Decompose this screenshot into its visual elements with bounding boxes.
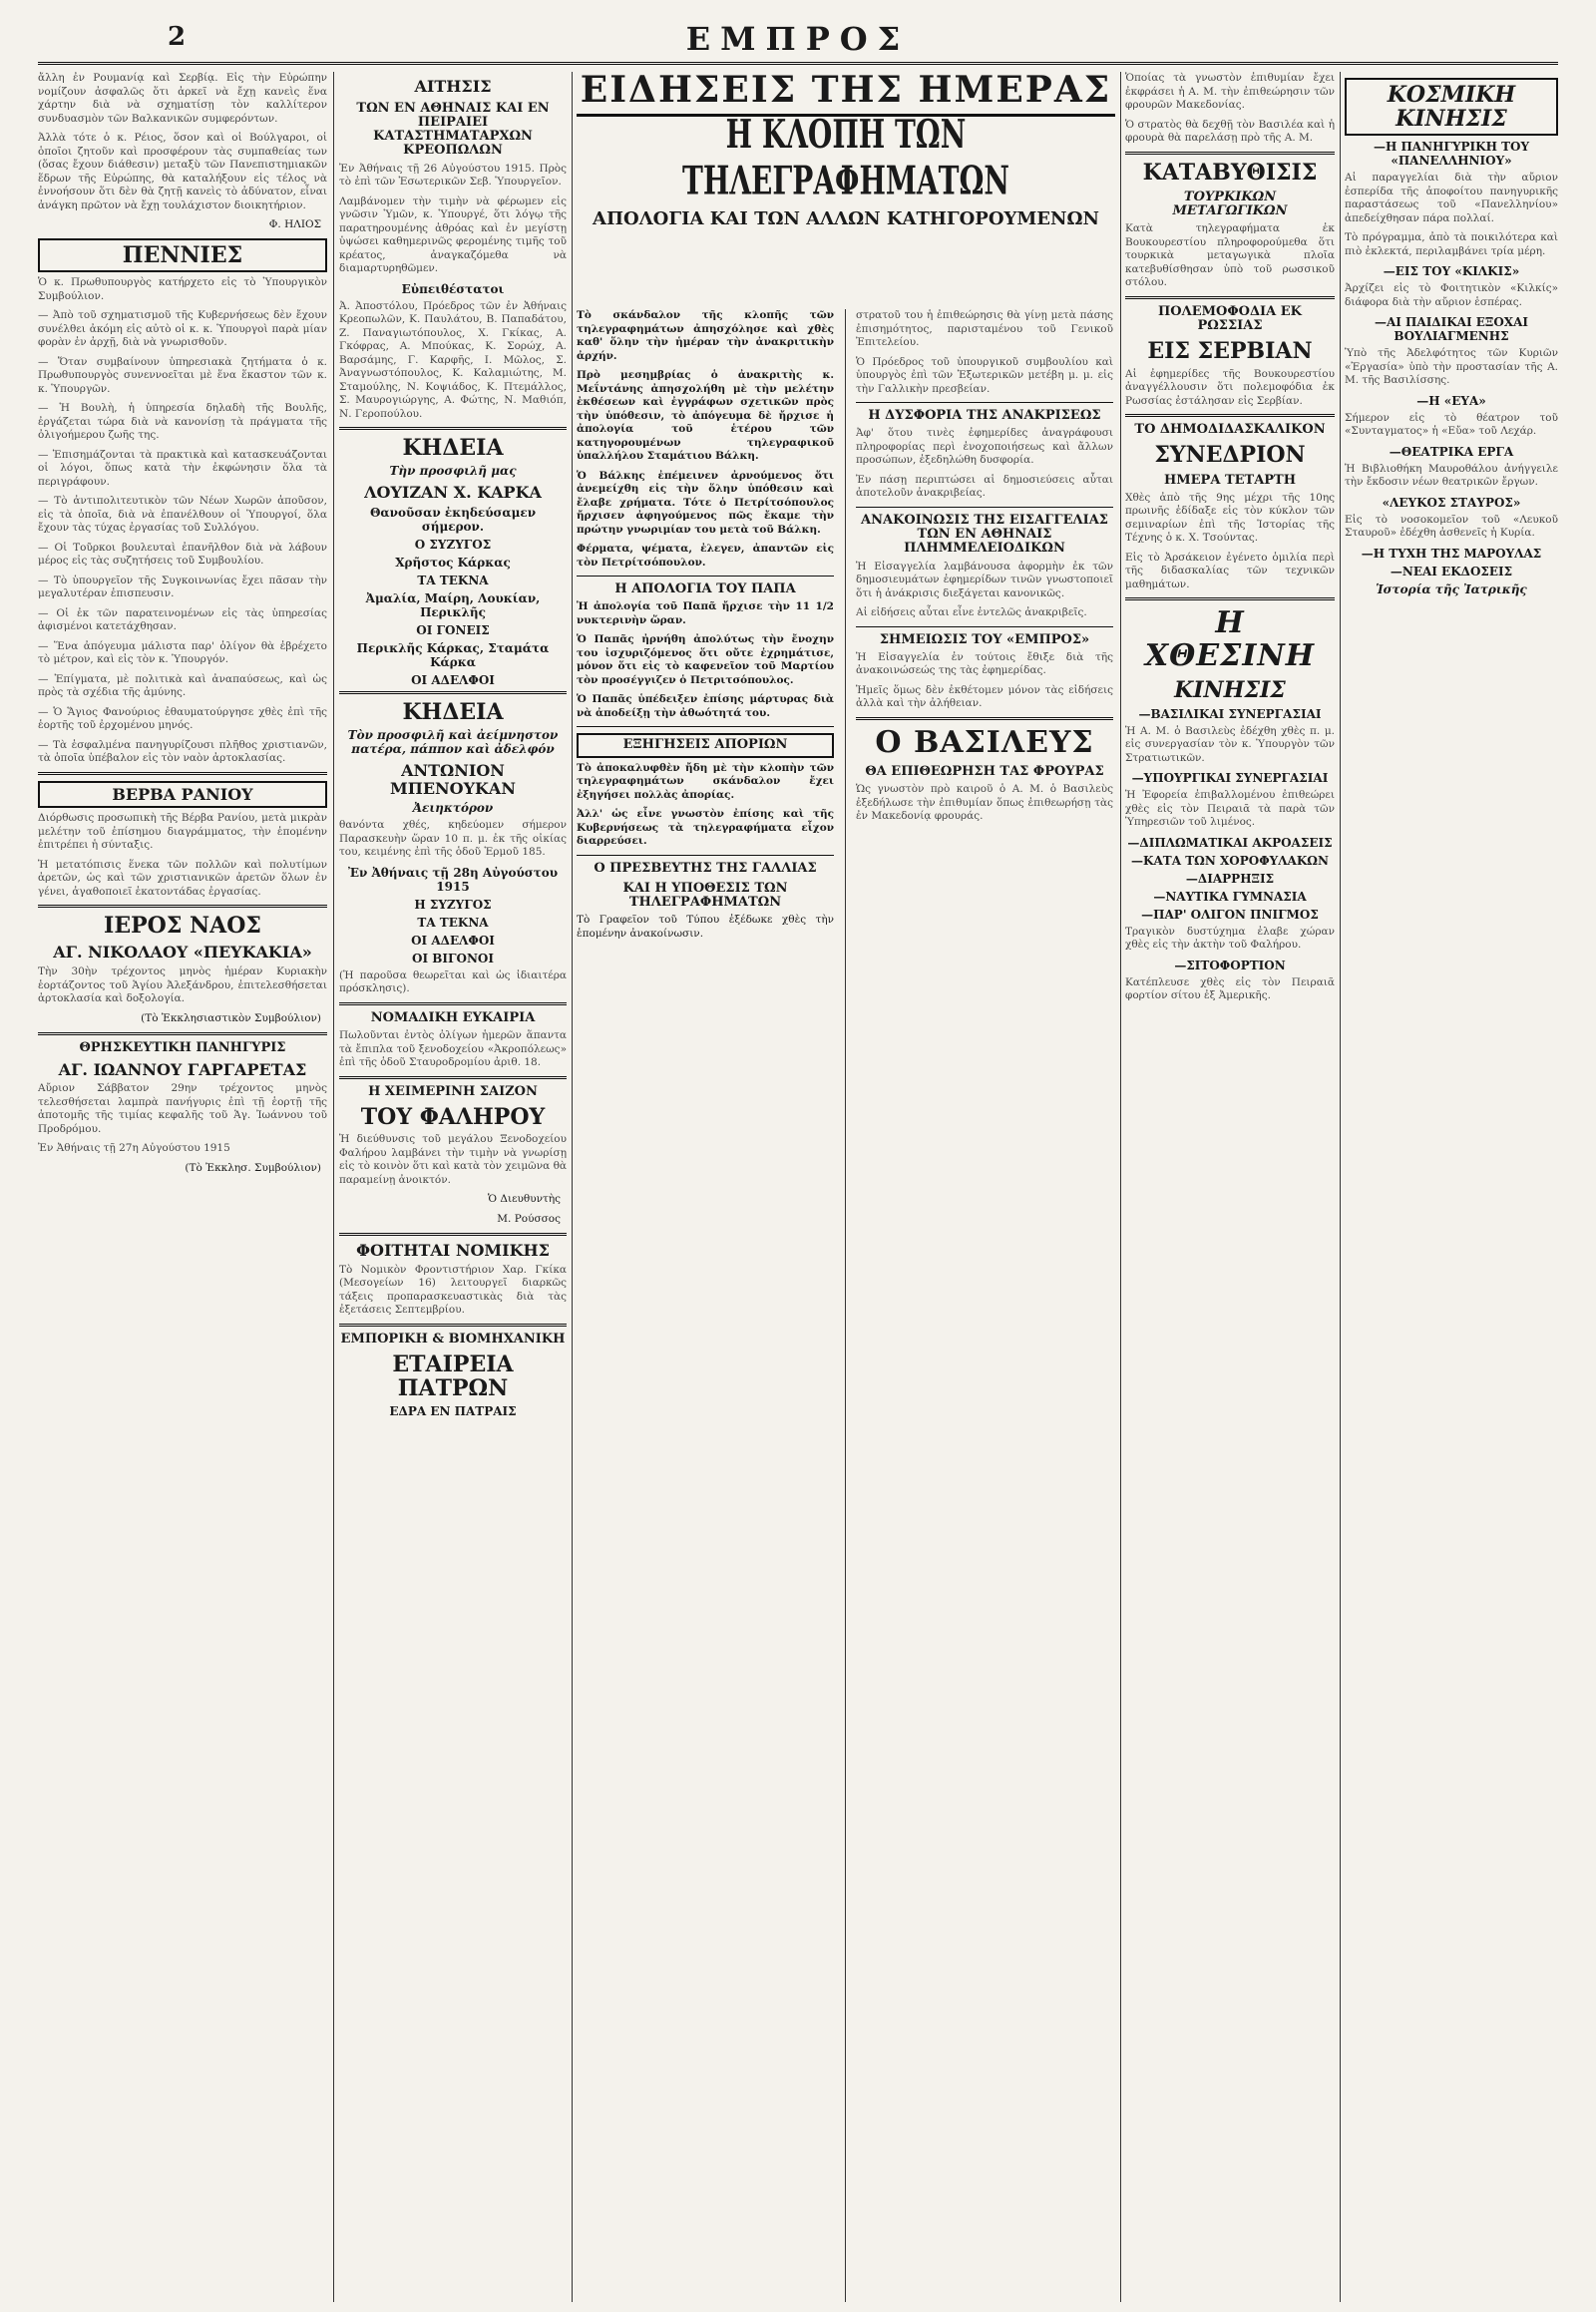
kideia-1-line: Ἀμαλία, Μαίρη, Λουκίαν, Περικλῆς	[365, 591, 541, 620]
divider	[577, 576, 834, 577]
dysforia-paragraph: Ἐν πάσῃ περιπτώσει αἱ δημοσιεύσεις αὗται ἀποτελοῦν ἀνακριβείας.	[856, 473, 1113, 500]
vasilefs-paragraph: Ὡς γνωστὸν πρὸ καιροῦ ὁ Α. Μ. ὁ Βασιλεὺς ἐξεδήλωσε τὴν ἐπιθυμίαν ὅπως ἐπιθεωρήσῃ τὰς ἐν Μακεδονίᾳ φρουράς.	[856, 783, 1113, 823]
kosmiki-paragraph: Αἱ παραγγελίαι διὰ τὴν αὔριον ἐσπερίδα τῆς ἀποφοίτου πανηγυρικῆς παραστάσεως τοῦ «Πανελληνίου» ἀπεδείχθησαν πάρα πολλαί.	[1345, 172, 1558, 224]
column-3	[577, 72, 1115, 2302]
katavythiseis-subheading: ΤΟΥΡΚΙΚΩΝ ΜΕΤΑΓΩΓΙΚΩΝ	[1172, 189, 1288, 218]
lead-paragraph: Φέρματα, ψέματα, ἐλεγεν, ἀπαντῶν εἰς τὸν Πετρίτσόπουλον.	[577, 543, 834, 569]
xthesini-item: —ΣΙΤΟΦΟΡΤΙΟΝ	[1174, 958, 1286, 972]
kideia-1-line: Ο ΣΥΖΥΓΟΣ	[414, 538, 492, 553]
ieros-heading: ΙΕΡΟΣ ΝΑΟΣ	[104, 913, 261, 940]
exigiseis-paragraph: Ἀλλ' ὡς εἶνε γνωστὸν ἐπίσης καὶ τῆς Κυβερνήσεως τὰ τηλεγραφήματα εἶχον διαρρεύσει.	[577, 808, 834, 848]
verva-paragraph: Διόρθωσις προσωπικὴ τῆς Βέρβα Ρανίου, μετὰ μικρὰν μελέτην τοῦ ἐπίσημου διαγράμματος, τὴν ἑπομένην ἐπιτρέπει ἡ σύνταξις.	[38, 812, 327, 852]
pennies-paragraph: — Τὸ ὑπουργεῖον τῆς Συγκοινωνίας ἔχει πᾶσαν τὴν μεγαλυτέραν ἐπισπευσιν.	[38, 574, 327, 600]
pennies-paragraph: — Ἀπὸ τοῦ σχηματισμοῦ τῆς Κυβερνήσεως δὲν ἔχουν συνέλθει ἀκόμη εἰς αὐτὸ οἱ κ. κ. Ὑπουργοὶ παρὰ μίαν φορὰν ἐν ἀρχῇ, διὰ νὰ γνωρισθοῦν.	[38, 309, 327, 349]
polemofodia-subheading: ΕΙΣ ΣΕΡΒΙΑΝ	[1147, 338, 1313, 365]
ieros-signature: (Τὸ Ἐκκλησιαστικὸν Συμβούλιον)	[141, 1011, 321, 1024]
column-rule	[1120, 72, 1121, 2302]
masthead	[38, 18, 1558, 65]
pennies-paragraph: — Ἕνα ἀπόγευμα μάλιστα παρ' ὀλίγον θὰ ἐβρέχετο τὸ μέτρον, καὶ εἰς τὸν κ. Ὑπουργόν.	[38, 639, 327, 666]
kideia-2-line: Ἐν Ἀθήναις τῇ 28η Αὐγούστου 1915	[347, 865, 559, 894]
xthesini-item: —ΝΑΥΤΙΚΑ ΓΥΜΝΑΣΙΑ	[1153, 889, 1307, 904]
pennies-paragraph: — Τὸ ἀντιπολιτευτικὸν τῶν Νέων Χωρῶν ἀποῦσον, εἰς τὰ ὁποῖα, διὰ νὰ ἐπανέλθουν οἱ Ὑπουργοί, ὅλα ἔχουν τὰς τύχας ἐργασίας τοῦ Συλλόγου.	[38, 495, 327, 535]
xthesini-subheading: ΚΙΝΗΣΙΣ	[1174, 677, 1286, 704]
divider	[38, 1032, 327, 1035]
exigiseis-heading: ΕΞΗΓΗΣΕΙΣ ΑΠΟΡΙΩΝ	[577, 733, 834, 757]
pennies-paragraph: — Ὁ Ἅγιος Φανούριος ἐθαυματούργησε χθὲς ἐπὶ τῆς ἑορτῆς τοῦ ἐρχομένου μηνός.	[38, 705, 327, 732]
pennies-paragraph: — Ἡ Βουλὴ, ἡ ὑπηρεσία δηλαδὴ τῆς Βουλῆς, ἐργάζεται τώρα διὰ νὰ κανονίσῃ τὰ πράγματα τῆς ὀλιγοήμερου ζωῆς της.	[38, 402, 327, 442]
kosmiki-extra-paragraph: Ἀρχίζει εἰς τὸ Φοιτητικὸν «Κιλκίς» διάφορα διὰ τὴν αὔριον ἑσπέρας.	[1345, 282, 1558, 308]
divider	[339, 427, 567, 430]
divider	[856, 507, 1113, 508]
pennies-paragraph: — Οἱ ἐκ τῶν παρατεινομένων εἰς τὰς ὑπηρεσίας ἀφισμένοι κατετάχθησαν.	[38, 606, 327, 633]
kosmiki-extra-paragraph: Ἡ Βιβλιοθήκη Μαυροθάλου ἀνήγγειλε τὴν ἔκδοσιν νέων θεατρικῶν ἔργων.	[1345, 462, 1558, 489]
divider	[1125, 152, 1335, 155]
kideia-2-heading: ΚΗΔΕΙΑ	[402, 699, 504, 726]
lead-subheadline: ΑΠΟΛΟΓΙΑ ΚΑΙ ΤΩΝ ΑΛΛΩΝ ΚΑΤΗΓΟΡΟΥΜΕΝΩΝ	[593, 208, 1099, 229]
thriskeftiki-signature: (Τὸ Ἐκκλησ. Συμβούλιον)	[185, 1161, 321, 1174]
pennies-paragraph: — Οἱ Τοῦρκοι βουλευταὶ ἐπανῆλθον διὰ νὰ λάβουν μέρος εἰς τὰς συζητήσεις τοῦ Συμβουλίου.	[38, 541, 327, 568]
newspaper-title: ΕΜΠΡΟΣ	[685, 20, 911, 58]
intro-signature: Φ. ΗΛΙΟΣ	[268, 218, 321, 230]
kosmiki-extra-paragraph: Ὑπὸ τῆς Ἀδελφότητος τῶν Κυριῶν «Ἐργασία» ὑπὸ τὴν προστασίαν τῆς Α. Μ. τῆς Βασιλίσσης.	[1345, 347, 1558, 387]
xthesini-item: —ΚΑΤΑ ΤΩΝ ΧΟΡΟΦΥΛΑΚΩΝ	[1131, 853, 1329, 868]
presvytis-paragraph: Τὸ Γραφεῖον τοῦ Τύπου ἐξέδωκε χθὲς τὴν ἑπομένην ἀνακοίνωσιν.	[577, 914, 834, 940]
kosmiki-item: —Η ΤΥΧΗ ΤΗΣ ΜΑΡΟΥΛΑΣ	[1361, 546, 1542, 561]
polemofodia-heading: ΠΟΛΕΜΟΦΟΔΙΑ ΕΚ ΡΩΣΣΙΑΣ	[1158, 303, 1302, 334]
xthesini-item: —ΥΠΟΥΡΓΙΚΑΙ ΣΥΝΕΡΓΑΣΙΑΙ	[1131, 771, 1329, 786]
continued-paragraph: Ὁ Πρόεδρος τοῦ ὑπουργικοῦ συμβουλίου καὶ ὑπουργὸς ἐπὶ τῶν Ἐξωτερικῶν μετέβη μ. μ. εἰς τὴν Γαλλικὴν πρεσβείαν.	[856, 355, 1113, 395]
continued-paragraph: στρατοῦ του ἡ ἐπιθεώρησις θὰ γίνῃ μετὰ πάσης ἐπισημότητος, παρισταμένου τοῦ Γενικοῦ Ἐπιτελείου.	[856, 309, 1113, 348]
dysforia-heading: Η ΔΥΣΦΟΡΙΑ ΤΗΣ ΑΝΑΚΡΙΣΕΩΣ	[868, 408, 1101, 423]
xthesini-item: —ΔΙΑΡΡΗΞΙΣ	[1185, 871, 1275, 886]
kideia-1-heading: ΚΗΔΕΙΑ	[402, 435, 504, 462]
kosmiki-item: —Η «ΕΥΑ»	[1416, 393, 1486, 408]
kosmiki-heading: ΚΟΣΜΙΚΗ ΚΙΝΗΣΙΣ	[1345, 78, 1558, 136]
presvytis-heading: Ο ΠΡΕΣΒΕΥΤΗΣ ΤΗΣ ΓΑΛΛΙΑΣ	[594, 860, 817, 876]
foitites-heading: ΦΟΙΤΗΤΑΙ ΝΟΜΙΚΗΣ	[356, 1241, 550, 1261]
xeimerini-heading: Η ΧΕΙΜΕΡΙΝΗ ΣΑΙΖΟΝ	[368, 1083, 538, 1099]
exigiseis-paragraph: Τὸ ἀποκαλυφθὲν ἤδη μὲ τὴν κλοπὴν τῶν τηλεγραφημάτων σκάνδαλον ἔχει ἐξηγήσει πολλὰς ἀπορίας.	[577, 761, 834, 801]
column-5	[1345, 72, 1558, 2302]
xeimerini-paragraph: Ἡ διεύθυνσις τοῦ μεγάλου Ξενοδοχείου Φαλήρου λαμβάνει τὴν τιμὴν νὰ γνωρίσῃ εἰς τὸ κοινὸν ὅτι καὶ κατὰ τὸν χειμῶνα θὰ παραμείνῃ ἀνοικτόν.	[339, 1133, 567, 1186]
xthesini-paragraph: Ἡ Ἐφορεία ἐπιβαλλομένου ἐπιθεώρει χθὲς εἰς τὸν Πειραιᾶ τὰ παρὰ τῶν Ὑπηρεσιῶν τοῦ λιμένος.	[1125, 789, 1335, 829]
foitites-paragraph: Τὸ Νομικὸν Φροντιστήριον Χαρ. Γκίκα (Μεσογείων 16) λειτουργεῖ διαρκῶς τάξεις προπαρασκευαστικὰς διὰ τὰς ἐξετάσεις Σεπτεμβρίου.	[339, 1263, 567, 1317]
column-3-right	[856, 309, 1113, 2302]
divider	[856, 717, 1113, 720]
nomadiki-paragraph: Πωλοῦνται ἐντὸς ὀλίγων ἡμερῶν ἅπαντα τὰ ἔπιπλα τοῦ ξενοδοχείου «Ἀκροπόλεως» ἐπὶ τῆς ὁδοῦ Σταυροδρομίου ἀριθ. 18.	[339, 1029, 567, 1069]
banner-heading: ΕΙΔΗΣΕΙΣ ΤΗΣ ΗΜΕΡΑΣ	[577, 72, 1115, 117]
divider	[577, 726, 834, 727]
emporiki-subheading: ΕΤΑΙΡΕΙΑ ΠΑΤΡΩΝ	[392, 1351, 514, 1402]
xthesini-paragraph: Τραγικὸν δυστύχημα ἐλαβε χώραν χθὲς εἰς τὴν ἀκτὴν τοῦ Φαλήρου.	[1125, 925, 1335, 952]
divider	[1125, 597, 1335, 600]
kideia-1-line: ΟΙ ΓΟΝΕΙΣ	[416, 623, 490, 638]
thriskeftiki-paragraph: Ἐν Ἀθήναις τῇ 27η Αὐγούστου 1915	[38, 1142, 230, 1155]
page-number: 2	[168, 22, 187, 52]
divider	[339, 1002, 567, 1005]
divider	[339, 1324, 567, 1327]
apologia-paragraph: Ἡ ἀπολογία τοῦ Παπᾶ ἤρχισε τὴν 11 1/2 νυκτερινὴν ὥραν.	[577, 600, 834, 626]
kideia-2-line: Ἀειηκτόρον	[412, 801, 494, 816]
xthesini-heading: Η ΧΘΕΣΙΝΗ	[1144, 605, 1316, 674]
vasilefs-subheading: ΘΑ ΕΠΙΘΕΩΡΗΣΗ ΤΑΣ ΦΡΟΥΡΑΣ	[865, 763, 1104, 779]
pennies-paragraph: — Ἐπισημάζονται τὰ πρακτικὰ καὶ κατασκευάζονται οἱ λόγοι, ὅπως κατὰ τὴν ἐκφώνησιν ὅλα τὰ περιγράφουν.	[38, 448, 327, 488]
intro-paragraph: ἄλλη ἐν Ρουμανίᾳ καὶ Σερβίᾳ. Εἰς τὴν Εὐρώπην νομίζουν ἀσφαλῶς ὅτι ἀρκεῖ νὰ ἔχῃ κανεὶς ἕνα χάρτην διὰ νὰ σχηματίσῃ τὸν καλλίτερον συνδυασμὸν τῶν Βαλκανικῶν συμφερόντων.	[38, 72, 327, 125]
ieros-paragraph: Τὴν 30ὴν τρέχοντος μηνὸς ἡμέραν Κυριακὴν ἑορτάζοντος τοῦ Ἁγίου Ἀλεξάνδρου, ἐπιτελεσθήσεται ἀρτοκλασία καὶ δοξολογία.	[38, 965, 327, 1005]
xeimerini-subheading: ΤΟΥ ΦΑΛΗΡΟΥ	[360, 1104, 546, 1131]
pennies-paragraph: — Ὅταν συμβαίνουν ὑπηρεσιακὰ ζητήματα ὁ κ. Πρωθυπουργὸς συνεννοεῖται μὲ ἕνα ἕκαστον τῶν κ. κ. Ὑπουργῶν.	[38, 355, 327, 395]
aitisis-subheading: ΤΩΝ ΕΝ ΑΘΗΝΑΙΣ ΚΑΙ ΕΝ ΠΕΙΡΑΙΕΙ ΚΑΤΑΣΤΗΜΑΤΑΡΧΩΝ ΚΡΕΟΠΩΛΩΝ	[356, 100, 550, 159]
kosmiki-item: —ΝΕΑΙ ΕΚΔΟΣΕΙΣ	[1390, 564, 1513, 578]
polemofodia-paragraph: Αἱ ἐφημερίδες τῆς Βουκουρεστίου ἀναγγέλλουσιν ὅτι πολεμοφόδια ἐκ Ρωσσίας ἐστάλησαν εἰς Σερβίαν.	[1125, 367, 1335, 407]
xthesini-item: —ΒΑΣΙΛΙΚΑΙ ΣΥΝΕΡΓΑΣΙΑΙ	[1138, 706, 1322, 721]
dimodidaskalikon-paragraph: Χθὲς ἀπὸ τῆς 9ης μέχρι τῆς 10ης πρωινῆς ἐδίδαξε εἰς τὸν κύκλον τῶν σεμιναρίων ἐπὶ τῆς Ἱστορίας τῆς Τέχνης ὁ κ. Χ. Τσούντας.	[1125, 491, 1335, 545]
opinion-paragraph: Ὁ στρατὸς θὰ δεχθῇ τὸν Βασιλέα καὶ ἡ φρουρὰ θὰ παρελάσῃ πρὸ τῆς Α. Μ.	[1125, 118, 1335, 144]
divider	[1125, 414, 1335, 417]
divider	[577, 855, 834, 856]
dimodidaskalikon-heading: ΤΟ ΔΗΜΟΔΙΔΑΣΚΑΛΙΚΟΝ	[1134, 422, 1326, 438]
column-rule	[572, 72, 573, 2302]
aitisis-names: Ἀ. Ἀποστόλου, Πρόεδρος τῶν ἐν Ἀθήναις Κρεοπωλῶν, Κ. Παυλάτου, Β. Παπαδάτου, Ζ. Παναγιωτόπουλος, Χ. Γκίκας, Α. Γκόφρας, Α. Μπούκας, Κ. Σορώχ, Α. Βαρσάμης, Γ. Καρφῆς, Ι. Μῶλος, Σ. Ἀναγνωστόπουλος, Κ. Καλαμιώτης, Μ. Σταμούλης, Ν. Κοψιάδος, Κ. Πτεμάλλος, Σ. Μαυρογιώργης, Α. Φώτης, Ν. Μαθιόπ, Ν. Γεροπούλου.	[339, 299, 567, 420]
xthesini-item: Ἡ Α. Μ. ὁ Βασιλεὺς ἐδέχθη χθὲς π. μ. εἰς συνεργασίαν τὸν κ. Ὑπουργὸν τῶν Στρατιωτικῶν.	[1125, 724, 1335, 764]
dimodidaskalikon-paragraph: Εἰς τὸ Ἀρσάκειον ἐγένετο ὁμιλία περὶ τῆς διδασκαλίας τῶν τεχνικῶν μαθημάτων.	[1125, 551, 1335, 590]
verva-paragraph: Ἡ μετατόπισις ἕνεκα τῶν πολλῶν καὶ πολυτίμων ἀρετῶν, ὡς καὶ τῶν χριστιανικῶν ἀρετῶν ὅλων ἐν γένει, ἀγαθοποιεῖ ἑκατοντάδας ἐργασίας.	[38, 858, 327, 898]
aitisis-signature: Εὐπειθέστατοι	[401, 281, 505, 296]
kideia-2-line: θανόντα χθές, κηδεύομεν σήμερον Παρασκευὴν ὥραν 10 π. μ. ἐκ τῆς οἰκίας του, κειμένης ἐπὶ τῆς ὁδοῦ Ἑρμοῦ 185.	[339, 819, 567, 859]
kideia-2-line: ΤΑ ΤΕΚΝΑ	[417, 915, 489, 930]
thriskeftiki-paragraph: Αὔριον Σάββατον 29ην τρέχοντος μηνὸς τελεσθήσεται λαμπρὰ πανήγυρις ἐπὶ τῇ ἑορτῇ τῆς ἀποτομῆς τῆς τιμίας κεφαλῆς τοῦ Ἁγ. Ἰωάννου τοῦ Προδρόμου.	[38, 1082, 327, 1135]
divider	[339, 691, 567, 694]
kosmiki-item: «ΛΕΥΚΟΣ ΣΤΑΥΡΟΣ»	[1382, 495, 1521, 510]
dysforia-paragraph: Ἀφ' ὅτου τινὲς ἐφημερίδες ἀναγράφουσι πληροφορίας περὶ ἐνοχοποιήσεως καὶ ἄλλων προσώπων, ἐξεδηλώθη δυσφορία.	[856, 427, 1113, 467]
kosmiki-item: —ΘΕΑΤΡΙΚΑ ΕΡΓΑ	[1389, 444, 1514, 459]
apologia-paragraph: Ὁ Παπᾶς ἠρνήθη ἀπολύτως τὴν ἔνοχην του ἰσχυριζόμενος ὅτι οὔτε ἐχρημάτισε, μόνον ὅτι εἰς τὸ καφενεῖον τοῦ Μαρτίου τὸν προσέγγιζεν ὁ Πετριτσόπουλος.	[577, 633, 834, 686]
anakoinosis-heading: ΑΝΑΚΟΙΝΩΣΙΣ ΤΗΣ ΕΙΣΑΓΓΕΛΙΑΣ ΤΩΝ ΕΝ ΑΘΗΝΑΙΣ ΠΛΗΜΜΕΛΕΙΟΔΙΚΩΝ	[861, 512, 1108, 557]
kosmiki-item: —ΕΙΣ ΤΟΥ «ΚΙΛΚΙΣ»	[1383, 264, 1520, 279]
kideia-2-line: ΟΙ ΒΙΓΟΝΟΙ	[411, 951, 494, 965]
divider	[856, 402, 1113, 403]
kideia-1-line: ΤΑ ΤΕΚΝΑ	[417, 574, 489, 588]
lead-paragraph: Πρὸ μεσημβρίας ὁ ἀνακριτὴς κ. Μεΐντάνης ἀπησχολήθη μὲ τὴν μελέτην ἐκθέσεων καὶ ἐγγράφων σχετικῶν πρὸς τὴν ὑπόθεσιν, τὸ ἀπόγευμα δὲ ἤρχισε ἡ ἀπολογία τοῦ ἑτέρου τῶν κατηγορουμένων τηλεγραφικοῦ ὑπαλλήλου Σταμάτιου Βάλκη.	[577, 369, 834, 462]
simeiosis-heading: ΣΗΜΕΙΩΣΙΣ ΤΟΥ «ΕΜΠΡΟΣ»	[879, 631, 1090, 647]
kideia-2-line: (Ἡ παροῦσα θεωρεῖται καὶ ὡς ἰδιαιτέρα πρόσκλησις).	[339, 968, 567, 995]
column-4	[1125, 72, 1335, 2302]
xthesini-item: —ΠΑΡ' ΟΛΙΓΟΝ ΠΝΙΓΜΟΣ	[1141, 907, 1319, 922]
kideia-2-intro: Τὸν προσφιλῆ καὶ ἀείμνηστον πατέρα, πάππον καὶ ἀδελφόν	[347, 728, 559, 757]
katavythiseis-paragraph: Κατὰ τηλεγραφήματα ἐκ Βουκουρεστίου πληροφορούμεθα ὅτι τουρκικὰ μεταγωγικὰ πλοῖα κατεβυθίσθησαν ὑπὸ τοῦ ρωσσικοῦ στόλου.	[1125, 222, 1335, 289]
kosmiki-subheading: —Η ΠΑΝΗΓΥΡΙΚΗ ΤΟΥ «ΠΑΝΕΛΛΗΝΙΟΥ»	[1373, 140, 1530, 169]
lead-paragraph: Ὁ Βάλκης ἐπέμεινεν ἀρνούμενος ὅτι ἀνεμείχθη εἰς τὴν ὅλην ὑπόθεσιν καὶ ἔλαβε χρήματα. Τότε ὁ Πετρίτσόπουλος ἤρχισεν ἀφηγούμενος πῶς ἔκαμε τὴν πρώτην γνωριμίαν του μετὰ τοῦ Βάλκη.	[577, 469, 834, 536]
kosmiki-extra-paragraph: Εἰς τὸ νοσοκομεῖον τοῦ «Λευκοῦ Σταυροῦ» ἐδέχθη ἀσθενεῖς ἡ Κυρία.	[1345, 513, 1558, 540]
thriskeftiki-heading: ΘΡΗΣΚΕΥΤΙΚΗ ΠΑΝΗΓΥΡΙΣ	[79, 1039, 286, 1055]
simeiosis-paragraph: Ἡμεῖς ὅμως δὲν ἐκθέτομεν μόνον τὰς εἰδήσεις ἀλλὰ καὶ τὴν ἀλήθειαν.	[856, 683, 1113, 710]
kideia-2-line: ΟΙ ΑΔΕΛΦΟΙ	[411, 933, 495, 948]
kosmiki-extra-paragraph: Σήμερον εἰς τὸ θέατρον τοῦ «Συνταγματος» ἡ «Εὔα» τοῦ Λεχάρ.	[1345, 411, 1558, 438]
opinion-paragraph: Ὁποίας τὰ γνωστὸν ἐπιθυμίαν ἔχει ἐκφράσει ἡ Α. Μ. τὴν ἐπιθεώρησιν τῶν φρουρῶν Μακεδονίας.	[1125, 72, 1335, 111]
newspaper-page	[38, 18, 1558, 2302]
lead-headline: Η ΚΛΟΠΗ ΤΩΝ ΤΗΛΕΓΡΑΦΗΜΑΤΩΝ	[682, 111, 1009, 204]
columns	[38, 72, 1558, 2302]
kideia-2-line: Η ΣΥΖΥΓΟΣ	[414, 897, 492, 912]
kideia-1-line: Περικλῆς Κάρκας, Σταμάτα Κάρκα	[356, 641, 550, 670]
apologia-paragraph: Ὁ Παπᾶς ὑπέδειξεν ἐπίσης μάρτυρας διὰ νὰ ἀποδείξῃ τὴν ἀθωότητά του.	[577, 693, 834, 719]
xthesini-item: —ΔΙΠΛΩΜΑΤΙΚΑΙ ΑΚΡΟΑΣΕΙΣ	[1127, 835, 1333, 850]
divider	[38, 905, 327, 908]
ieros-subheading: ΑΓ. ΝΙΚΟΛΑΟΥ «ΠΕΥΚΑΚΙΑ»	[53, 943, 312, 963]
thriskeftiki-subheading: ΑΓ. ΙΩΑΝΝΟΥ ΓΑΡΓΑΡΕΤΑΣ	[58, 1059, 307, 1079]
column-rule	[1340, 72, 1341, 2302]
intro-paragraph: Ἀλλὰ τότε ὁ κ. Ρέιος, ὅσον καὶ οἱ Βούλγαροι, οἱ ὁποῖοι ζητοῦν καὶ προσφέρουν τὰς συμπαθείας των (ὅσας ἔχουν διάθεσιν) μεταξὺ τῶν Πανεπιστημιακῶν ἕδρων τῆς Εὐρώπης, θὰ καταλήξουν εἰς τέλος νὰ ἐννοήσουν ὅτι δὲν θὰ ζητῇ κανεὶς τὸ ἀδύνατον, εἶναι ἀνάγκη πρῶτον νὰ ἔχῃ τουλάχιστον διοικητήριον.	[38, 132, 327, 211]
katavythiseis-heading: ΚΑΤΑΒΥΘΙΣΙΣ	[1142, 159, 1318, 186]
kideia-1-line: Χρῆστος Κάρκας	[395, 556, 511, 571]
kideia-2-name: ΑΝΤΩΝΙΟΝ ΜΠΕΝΟΥΚΑΝ	[390, 761, 516, 798]
kosmiki-item: Ἱστορία τῆς Ἰατρικῆς	[1376, 581, 1527, 596]
column-rule	[845, 309, 846, 2302]
xthesini-paragraph: Κατέπλευσε χθὲς εἰς τὸν Πειραιᾶ φορτίον σίτου ἐξ Ἀμερικῆς.	[1125, 975, 1335, 1002]
xeimerini-signature: Μ. Ρούσσος	[497, 1213, 561, 1226]
column-1	[38, 72, 327, 2302]
divider	[339, 1233, 567, 1236]
kideia-1-line: ΟΙ ΑΔΕΛΦΟΙ	[411, 673, 495, 688]
kosmiki-paragraph: Τὸ πρόγραμμα, ἀπὸ τὰ ποικιλότερα καὶ πιὸ ἐκλεκτά, περιλαμβάνει τρία μέρη.	[1345, 231, 1558, 257]
divider	[856, 626, 1113, 627]
emporiki-tagline: ΕΔΡΑ ΕΝ ΠΑΤΡΑΙΣ	[389, 1404, 517, 1419]
kideia-1-intro: Τὴν προσφιλῆ μας	[389, 464, 517, 479]
anakoinosis-paragraph: Ἡ Εἰσαγγελία λαμβάνουσα ἀφορμὴν ἐκ τῶν δημοσιευμάτων ἐφημερίδων τινῶν γνωστοποιεῖ ὅτι ἡ ἀνάκρισις διεξάγεται κανονικῶς.	[856, 560, 1113, 599]
presvytis-subheading: ΚΑΙ Η ΥΠΟΘΕΣΙΣ ΤΩΝ ΤΗΛΕΓΡΑΦΗΜΑΤΩΝ	[622, 880, 788, 911]
divider	[339, 1076, 567, 1079]
aitisis-paragraph: Λαμβάνομεν τὴν τιμὴν νὰ φέρωμεν εἰς γνῶσιν Ὑμῶν, κ. Ὑπουργέ, ὅτι λόγῳ τῆς παρατηρουμένης ἀθρόας καὶ ἐν μεγίστῃ ὑψώσει καθημερινῶς φερομένης τιμῆς τοῦ κρέατος, ἀναγκαζόμεθα νὰ διαμαρτυρηθῶμεν.	[339, 194, 567, 275]
aitisis-paragraph: Ἐν Ἀθήναις τῇ 26 Αὐγούστου 1915. Πρὸς τὸ ἐπὶ τῶν Ἐσωτερικῶν Σεβ. Ὑπουργεῖον.	[339, 162, 567, 189]
anakoinosis-paragraph: Αἱ εἰδήσεις αὗται εἶνε ἐντελῶς ἀνακριβεῖς.	[856, 606, 1087, 619]
column-rule	[333, 72, 334, 2302]
dimodidaskalikon-subheading: ΣΥΝΕΔΡΙΟΝ	[1154, 442, 1306, 469]
kideia-1-line: Θανοῦσαν ἐκηδεύσαμεν σήμερον.	[369, 506, 537, 535]
dimodidaskalikon-day: ΗΜΕΡΑ ΤΕΤΑΡΤΗ	[1163, 472, 1297, 488]
kideia-1-name: ΛΟΥΙΖΑΝ Χ. ΚΑΡΚΑ	[364, 483, 542, 503]
divider	[1125, 296, 1335, 299]
lead-paragraph: Τὸ σκάνδαλον τῆς κλοπῆς τῶν τηλεγραφημάτων ἀπησχόλησε καὶ χθὲς καθ' ὅλην τὴν ἡμέραν τὴν ἀνακριτικὴν ἀρχήν.	[577, 309, 834, 362]
aitisis-heading: ΑΙΤΗΣΙΣ	[414, 77, 492, 96]
pennies-paragraph: — Τὰ ἐσφαλμένα πανηγυρίζουσι πλῆθος χριστιανῶν, τὰ ὁποῖα ὑπέβαλον εἰς τὸν ναὸν ἀρτοκλασίας.	[38, 738, 327, 765]
column-2	[339, 72, 567, 2302]
apologia-heading: Η ΑΠΟΛΟΓΙΑ ΤΟΥ ΠΑΠΑ	[614, 581, 796, 596]
vasilefs-heading: Ο ΒΑΣΙΛΕΥΣ	[875, 724, 1094, 760]
pennies-paragraph: — Ἐπίγματα, μὲ πολιτικὰ καὶ ἀναπαύσεως, καὶ ὡς πρὸς τὰ σχέδια τῆς ἀμύνης.	[38, 672, 327, 699]
xeimerini-signature-title: Ὁ Διευθυντὴς	[488, 1193, 561, 1206]
verva-heading: ΒΕΡΒΑ ΡΑΝΙΟΥ	[38, 781, 327, 809]
emporiki-heading: ΕΜΠΟΡΙΚΗ & ΒΙΟΜΗΧΑΝΙΚΗ	[340, 1331, 566, 1347]
divider	[38, 772, 327, 775]
pennies-heading: ΠΕΝΝΙΕΣ	[38, 238, 327, 272]
column-3-left	[577, 309, 834, 2302]
pennies-paragraph: Ὁ κ. Πρωθυπουργὸς κατήρχετο εἰς τὸ Ὑπουργικὸν Συμβούλιον.	[38, 276, 327, 302]
kosmiki-item: —ΑΙ ΠΑΙΔΙΚΑΙ ΕΞΟΧΑΙ ΒΟΥΛΙΑΓΜΕΝΗΣ	[1374, 315, 1529, 344]
simeiosis-paragraph: Ἡ Εἰσαγγελία ἐν τούτοις ἔθιξε διὰ τῆς ἀνακοινώσεώς της τὰς ἐφημερίδας.	[856, 650, 1113, 677]
nomadiki-heading: ΝΟΜΑΔΙΚΗ ΕΥΚΑΙΡΙΑ	[370, 1009, 536, 1025]
